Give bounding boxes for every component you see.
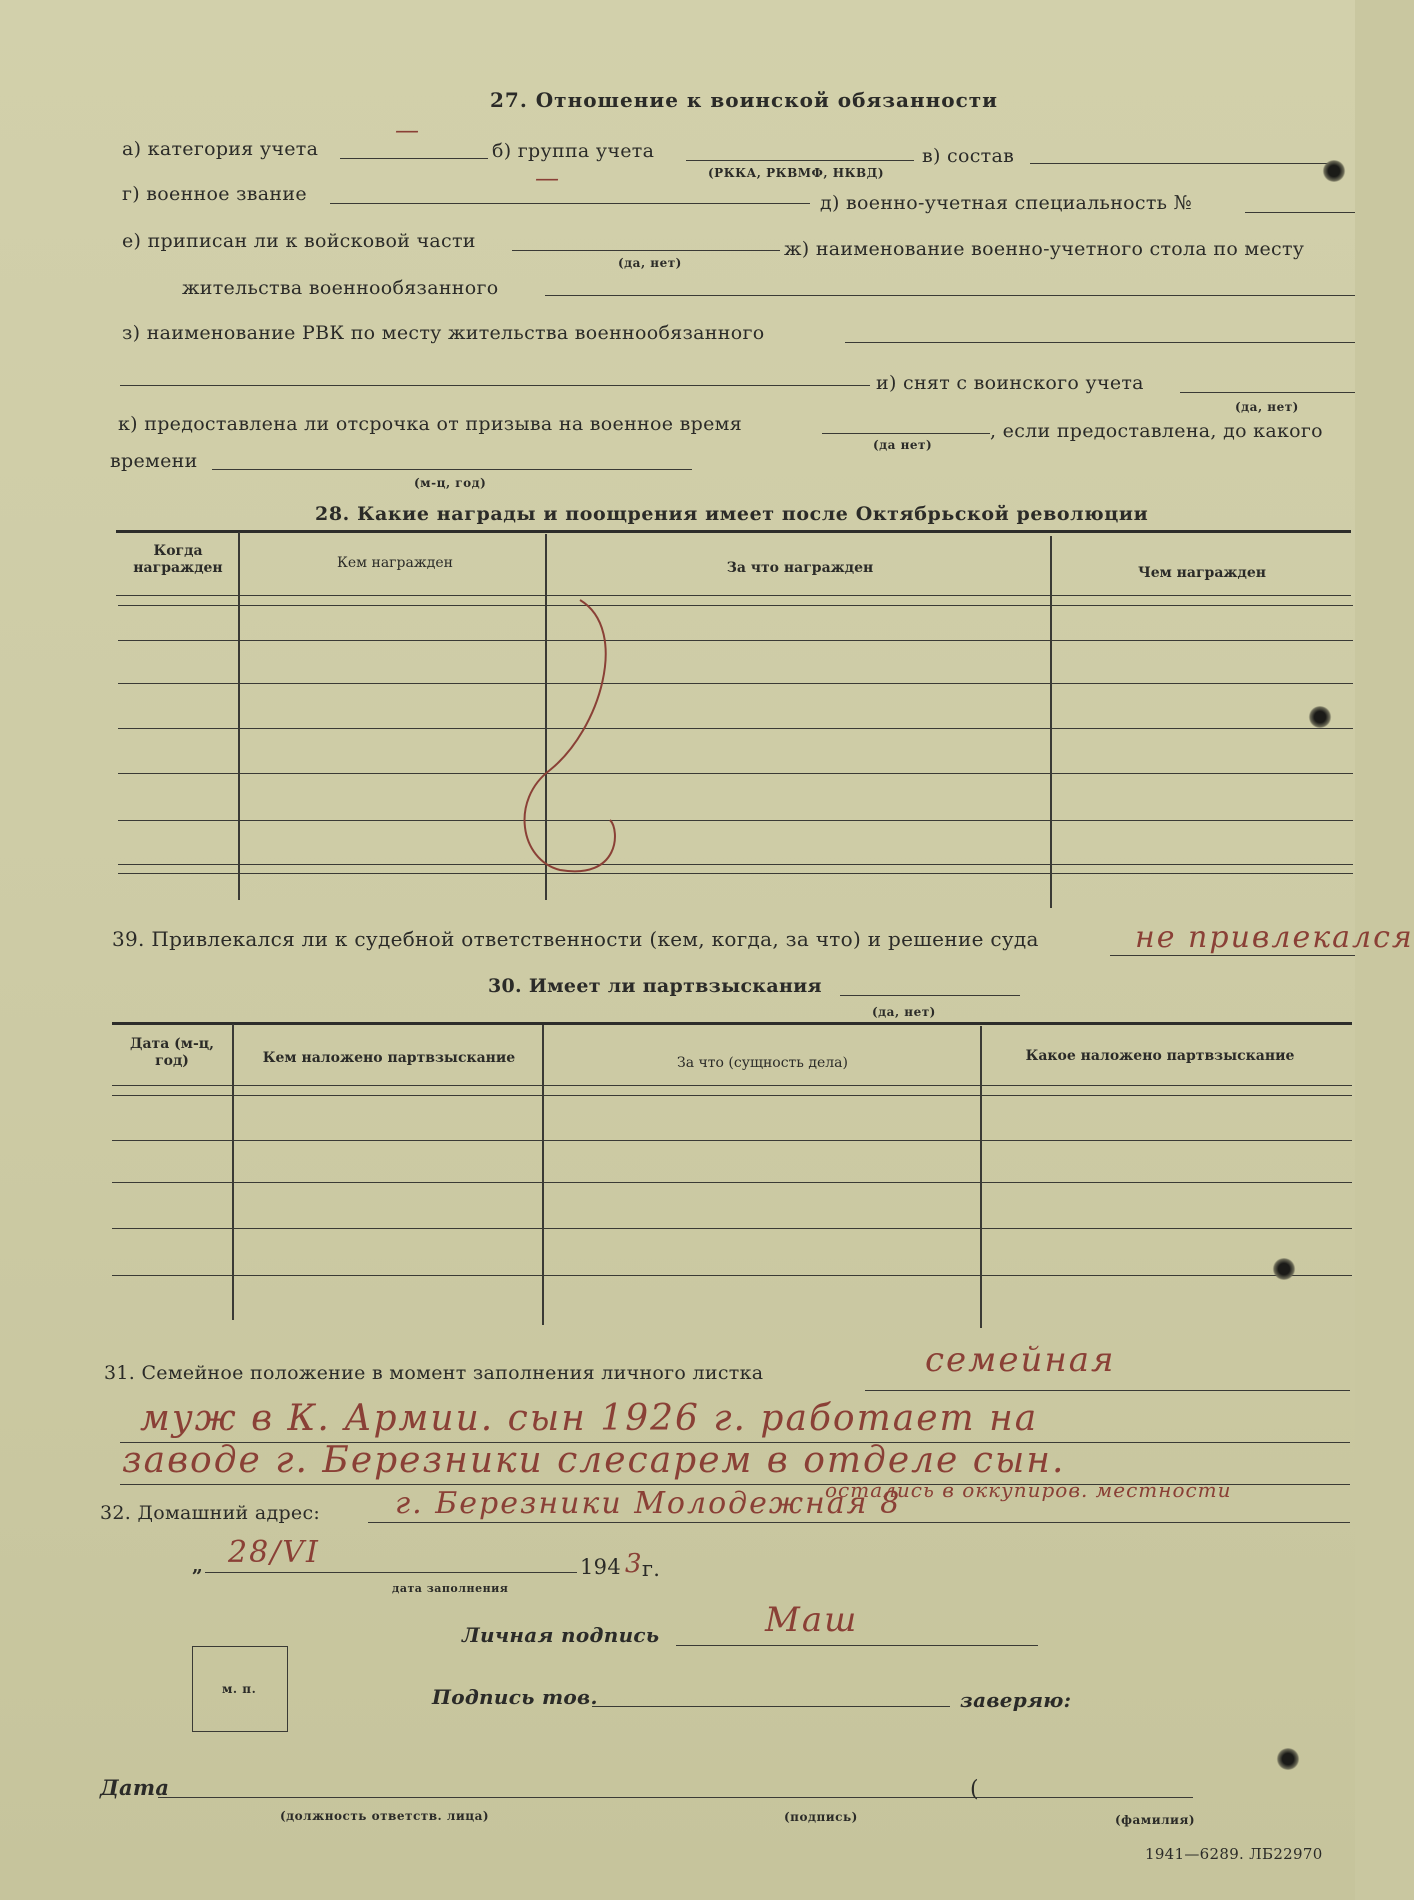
field-k-hint: (да нет) [873, 438, 933, 452]
section-31-line [865, 1390, 1350, 1391]
section-31-label: 31. Семейное положение в момент заполнения личного листка [104, 1362, 764, 1384]
field-b-label: б) группа учета [492, 140, 655, 162]
table-28-divider [238, 532, 240, 900]
signature-hint: (подпись) [784, 1810, 858, 1824]
section-28-title: 28. Какие награды и поощрения имеет после Октябрьской революции [315, 503, 1149, 525]
table-28-col-by-whom: Кем награжден [337, 555, 453, 571]
table-30-divider [980, 1026, 982, 1328]
field-z-line2 [120, 385, 870, 386]
table-28-row-line [118, 728, 1353, 729]
field-e-hint: (да, нет) [618, 256, 682, 270]
table-28-col-when: Когда награжден [133, 543, 223, 576]
surname-paren: ( [970, 1777, 979, 1802]
section-30-line [840, 995, 1020, 996]
table-30-row-line [112, 1140, 1352, 1141]
field-b-hint: (РККА, РКВМФ, НКВД) [708, 166, 885, 180]
date-sign-line [158, 1797, 1193, 1798]
table-30-row-line [112, 1228, 1352, 1229]
section-31-text-line3: заводе г. Березники слесарем в отделе сын. [122, 1440, 1066, 1481]
field-k-label3: времени [110, 450, 198, 472]
field-v-line [1030, 163, 1330, 164]
table-30-row-line [112, 1182, 1352, 1183]
section-32-label: 32. Домашний адрес: [100, 1502, 321, 1524]
field-b-line [686, 160, 914, 161]
field-g-value: — [535, 164, 561, 192]
field-g-line [330, 203, 810, 204]
cross-out-stroke [500, 590, 640, 880]
punch-hole [1308, 706, 1332, 728]
field-z-line [845, 342, 1355, 343]
table-28-row-line [118, 820, 1353, 821]
field-e-label: е) приписан ли к войсковой части [122, 230, 476, 252]
table-28-col-for-what: За что награжден [726, 560, 874, 576]
personal-signature-line [676, 1645, 1038, 1646]
section-27-title: 27. Отношение к воинской обязанности [490, 88, 999, 112]
punch-hole [1322, 160, 1346, 182]
personal-signature: Маш [765, 1600, 859, 1640]
field-k-line [822, 433, 990, 434]
table-30-col-date: Дата (м-ц, год) [130, 1036, 214, 1069]
stamp-label: м. п. [222, 1682, 257, 1696]
section-30-title: 30. Имеет ли партвзыскания [488, 975, 822, 997]
field-a-line [340, 158, 488, 159]
section-31-value: семейная [925, 1340, 1116, 1380]
date-value: 28/VI [228, 1535, 320, 1570]
table-28-row-line [118, 864, 1353, 865]
table-30-divider [542, 1025, 544, 1325]
position-hint: (должность ответств. лица) [280, 1809, 490, 1823]
table-30-col-reason: За что (сущность дела) [677, 1055, 848, 1071]
table-28-row-line [118, 873, 1353, 874]
section-29-line [1110, 955, 1355, 956]
surname-hint: (фамилия) [1115, 1813, 1196, 1827]
table-28-divider [1050, 536, 1052, 908]
field-d-label: д) военно-учетная специальность № [820, 192, 1192, 214]
field-d-line [1245, 212, 1355, 213]
table-30-row-line [112, 1275, 1352, 1276]
table-30-row-line [112, 1095, 1352, 1096]
punch-hole [1276, 1748, 1300, 1770]
comrade-signature-label: Подпись тов. [432, 1685, 598, 1709]
table-28-top-border [116, 530, 1351, 533]
comrade-signature-line [592, 1706, 950, 1707]
table-28-row-line [118, 605, 1353, 606]
table-30-header-border [112, 1085, 1352, 1086]
table-30-col-kind: Какое наложено партвзыскание [1025, 1048, 1295, 1064]
date-open-quote: „ [192, 1555, 204, 1577]
personal-signature-label: Личная подпись [462, 1623, 660, 1647]
year-suffix: г. [642, 1557, 661, 1581]
field-g-label: г) военное звание [122, 183, 307, 205]
field-a-value: — [395, 116, 421, 144]
date-line [205, 1572, 577, 1573]
table-30-top-border [112, 1022, 1352, 1025]
field-zh-line [545, 295, 1355, 296]
field-a-label: а) категория учета [122, 138, 319, 160]
field-zh-label2: жительства военнообязанного [182, 277, 499, 299]
field-k-hint2: (м-ц, год) [414, 476, 487, 490]
field-i-line [1180, 392, 1355, 393]
section-32-line [368, 1522, 1350, 1523]
field-k-label: к) предоставлена ли отсрочка от призыва на военное время [118, 413, 742, 435]
certify-label: заверяю: [960, 1688, 1072, 1712]
date-label: Дата [100, 1775, 170, 1800]
year-digit: 3 [625, 1549, 644, 1579]
section-31-note: остались в оккупиров. местности [825, 1478, 1232, 1502]
field-i-hint: (да, нет) [1235, 400, 1299, 414]
field-i-label: и) снят с воинского учета [876, 372, 1144, 394]
field-k-line2 [212, 469, 692, 470]
year-prefix: 194 [580, 1555, 621, 1579]
table-28-header-border [116, 595, 1351, 596]
section-29-value: не привлекался [1135, 920, 1414, 955]
table-28-row-line [118, 640, 1353, 641]
section-31-text-line2: муж в К. Армии. сын 1926 г. работает на [140, 1398, 1039, 1439]
table-28-row-line [118, 773, 1353, 774]
field-k-label2: , если предоставлена, до какого [990, 420, 1323, 442]
section-32-value: г. Березники Молодежная 8 [395, 1486, 902, 1521]
table-30-col-by-whom: Кем наложено партвзыскание [262, 1050, 516, 1066]
field-e-line [512, 250, 780, 251]
table-28-row-line [118, 683, 1353, 684]
punch-hole [1272, 1258, 1296, 1280]
section-30-hint: (да, нет) [872, 1005, 936, 1019]
print-code: 1941—6289. ЛБ22970 [1145, 1845, 1323, 1863]
section-29-label: 39. Привлекался ли к судебной ответственности (кем, когда, за что) и решение суда [112, 927, 1039, 951]
field-z-label: з) наименование РВК по месту жительства военнообязанного [122, 322, 765, 344]
field-v-label: в) состав [922, 145, 1015, 167]
date-hint: дата заполнения [392, 1582, 509, 1595]
table-28-col-award: Чем награжден [1137, 565, 1267, 581]
field-zh-label: ж) наименование военно-учетного стола по месту [784, 238, 1305, 260]
